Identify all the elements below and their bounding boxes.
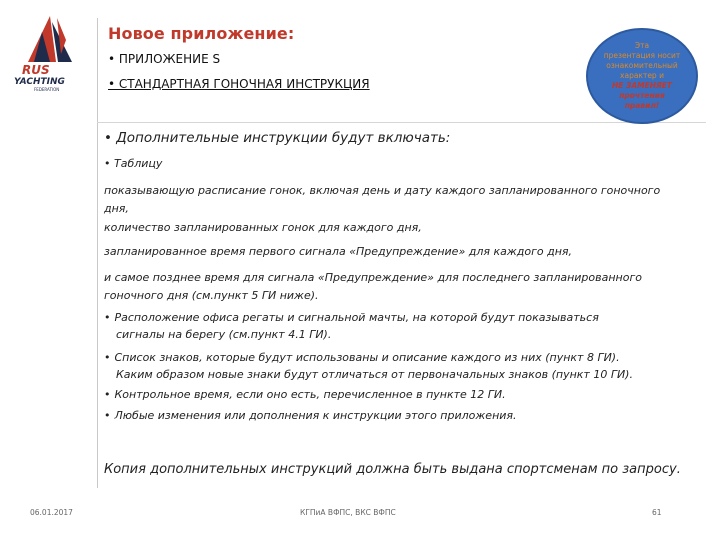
bullet-icon: • — [104, 388, 111, 401]
list-item — [104, 407, 704, 424]
logo-rus-text: RUS — [22, 63, 50, 77]
logo-federation-text: FEDERATION — [34, 87, 60, 92]
footer — [0, 508, 720, 522]
top-bullet-appendix: • ПРИЛОЖЕНИЕ S — [108, 52, 221, 66]
list-item-line-1: Расположение офиса регаты и сигнальной мачты, на которой будут показываться — [114, 311, 599, 324]
page-number: 61 — [652, 508, 662, 517]
note-line-3: ознакомительный — [606, 61, 678, 70]
bullet-icon: • — [104, 351, 111, 364]
vertical-divider — [97, 18, 98, 488]
table-item: • Таблицу — [104, 157, 163, 170]
top-bullet-standard-instruction: • СТАНДАРТНАЯ ГОНОЧНАЯ ИНСТРУКЦИЯ — [108, 77, 370, 91]
list-item-line-1: Список знаков, которые будут использованы и описание каждого из них (пункт 8 ГИ). — [114, 351, 620, 364]
note-line-7: правил! — [624, 101, 660, 110]
note-line-4: характер и — [620, 71, 664, 80]
list-item-line-1: Любые изменения или дополнения к инструкции этого приложения. — [114, 409, 517, 422]
bullet-icon: • — [104, 311, 111, 324]
note-line-2: презентация носит — [603, 51, 681, 60]
last-signal-paragraph: и самое позднее время для сигнала «Предупреждение» для последнего запланированного гоночного дня (см.пункт 5 ГИ ниже). — [104, 271, 642, 302]
logo-yachting-text: YACHTING — [14, 77, 65, 87]
note-line-6: прочтения — [619, 91, 665, 100]
disclaimer-oval — [586, 28, 698, 124]
list-item — [104, 309, 704, 343]
note-line-1: Эта — [634, 41, 650, 50]
copy-paragraph: Копия дополнительных инструкций должна быть выдана спортсменам по запросу. — [104, 462, 681, 477]
note-line-5: НЕ ЗАМЕНЯЕТ — [611, 81, 673, 90]
first-signal-paragraph: запланированное время первого сигнала «Предупреждение» для каждого дня, — [104, 245, 573, 258]
list-item-line-2: сигналы на берегу (см.пункт 4.1 ГИ). — [116, 328, 332, 341]
list-item-line-1: Контрольное время, если оно есть, перечисленное в пункте 12 ГИ. — [114, 388, 506, 401]
header-divider — [97, 122, 706, 123]
race-count-paragraph: количество запланированных гонок для каждого дня, — [104, 221, 422, 234]
page-title: Новое приложение: — [108, 24, 295, 43]
footer-date: 06.01.2017 — [30, 508, 73, 517]
schedule-paragraph: показывающую расписание гонок, включая день и дату каждого запланированного гоночного дня, — [104, 184, 661, 215]
list-item — [104, 386, 704, 403]
list-item-line-2: Каким образом новые знаки будут отличаться от первоначальных знаков (пункт 10 ГИ). — [116, 368, 633, 381]
bullet-icon: • — [104, 409, 111, 422]
intro-text: • Дополнительные инструкции будут включать: — [104, 130, 451, 146]
rus-yachting-logo — [12, 14, 90, 92]
list-item — [104, 349, 704, 383]
footer-center-text: КГПиА ВФПС, ВКС ВФПС — [300, 508, 396, 517]
